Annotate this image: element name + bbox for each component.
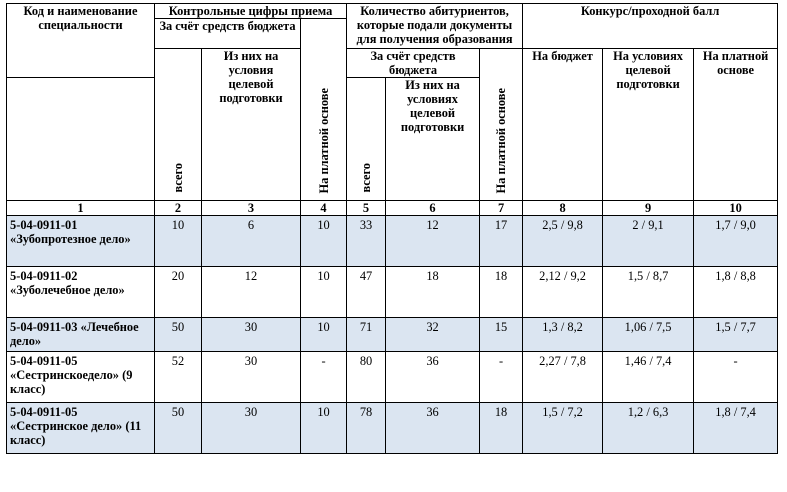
app-paid-cell: 17 xyxy=(480,216,523,267)
app-target-cell: 32 xyxy=(386,318,480,352)
app-target-cell: 36 xyxy=(386,352,480,403)
comp-paid-cell: 1,5 / 7,7 xyxy=(694,318,778,352)
table-row xyxy=(7,352,778,403)
specialty-cell: 5-04-0911-05 «Сестринскоедело» (9 класс) xyxy=(7,352,155,403)
app-target-cell: 18 xyxy=(386,267,480,318)
comp-target-cell: 1,46 / 7,4 xyxy=(603,352,694,403)
app-total-cell: 47 xyxy=(347,267,386,318)
column-number: 6 xyxy=(386,201,480,216)
header-of-which-target: Из них на условия целевой подготовки xyxy=(202,49,301,201)
app-target-cell: 12 xyxy=(386,216,480,267)
comp-target-cell: 2 / 9,1 xyxy=(603,216,694,267)
header-on-paid: На платной основе xyxy=(694,49,778,201)
target-cell: 30 xyxy=(202,352,301,403)
paid-cell: - xyxy=(301,352,347,403)
column-number: 2 xyxy=(155,201,202,216)
column-number: 4 xyxy=(301,201,347,216)
comp-budget-cell: 2,12 / 9,2 xyxy=(523,267,603,318)
column-number: 1 xyxy=(7,201,155,216)
target-cell: 30 xyxy=(202,318,301,352)
paid-cell: 10 xyxy=(301,267,347,318)
header-on-budget: На бюджет xyxy=(523,49,603,201)
paid-cell: 10 xyxy=(301,403,347,454)
comp-target-cell: 1,2 / 6,3 xyxy=(603,403,694,454)
comp-budget-cell: 1,5 / 7,2 xyxy=(523,403,603,454)
comp-target-cell: 1,5 / 8,7 xyxy=(603,267,694,318)
header-code-name: Код и наименование специальности xyxy=(7,4,155,78)
column-number: 10 xyxy=(694,201,778,216)
app-total-cell: 78 xyxy=(347,403,386,454)
app-paid-cell: 15 xyxy=(480,318,523,352)
header-competition: Конкурс/проходной балл xyxy=(523,4,778,49)
comp-paid-cell: 1,8 / 7,4 xyxy=(694,403,778,454)
table-row xyxy=(7,403,778,454)
app-total-cell: 80 xyxy=(347,352,386,403)
total-cell: 10 xyxy=(155,216,202,267)
comp-paid-cell: 1,7 / 9,0 xyxy=(694,216,778,267)
total-cell: 50 xyxy=(155,318,202,352)
comp-target-cell: 1,06 / 7,5 xyxy=(603,318,694,352)
header-applicants-paid-basis: На платной основе xyxy=(480,49,523,201)
header-control-figures: Контрольные цифры приема xyxy=(155,4,347,19)
comp-budget-cell: 2,27 / 7,8 xyxy=(523,352,603,403)
header-applicants: Количество абитуриентов, которые подали документы для получения образования xyxy=(347,4,523,49)
table-row xyxy=(7,267,778,318)
column-number: 8 xyxy=(523,201,603,216)
target-cell: 12 xyxy=(202,267,301,318)
paid-cell: 10 xyxy=(301,216,347,267)
target-cell: 6 xyxy=(202,216,301,267)
header-code-name-spacer xyxy=(7,78,155,201)
app-total-cell: 71 xyxy=(347,318,386,352)
column-number: 9 xyxy=(603,201,694,216)
total-cell: 52 xyxy=(155,352,202,403)
specialty-cell: 5-04-0911-01 «Зубопротезное дело» xyxy=(7,216,155,267)
app-paid-cell: 18 xyxy=(480,267,523,318)
column-number-row xyxy=(7,201,778,216)
table-row xyxy=(7,216,778,267)
comp-budget-cell: 1,3 / 8,2 xyxy=(523,318,603,352)
app-paid-cell: 18 xyxy=(480,403,523,454)
specialty-cell: 5-04-0911-03 «Лечебное дело» xyxy=(7,318,155,352)
target-cell: 30 xyxy=(202,403,301,454)
comp-budget-cell: 2,5 / 9,8 xyxy=(523,216,603,267)
header-paid-basis: На платной основе xyxy=(301,19,347,201)
header-budget-funds: За счёт средств бюджета xyxy=(155,19,301,49)
total-cell: 50 xyxy=(155,403,202,454)
total-cell: 20 xyxy=(155,267,202,318)
header-applicants-total: всего xyxy=(347,78,386,201)
comp-paid-cell: - xyxy=(694,352,778,403)
paid-cell: 10 xyxy=(301,318,347,352)
app-total-cell: 33 xyxy=(347,216,386,267)
specialty-cell: 5-04-0911-05 «Сестринское дело» (11 класс) xyxy=(7,403,155,454)
header-applicants-of-which-target: Из них на условиях целевой подготовки xyxy=(386,78,480,201)
column-number: 5 xyxy=(347,201,386,216)
table-row xyxy=(7,318,778,352)
header-total: всего xyxy=(155,49,202,201)
app-target-cell: 36 xyxy=(386,403,480,454)
header-applicants-budget-funds: За счёт средств бюджета xyxy=(347,49,480,78)
app-paid-cell: - xyxy=(480,352,523,403)
header-on-target: На условиях целевой подготовки xyxy=(603,49,694,201)
column-number: 7 xyxy=(480,201,523,216)
comp-paid-cell: 1,8 / 8,8 xyxy=(694,267,778,318)
specialty-cell: 5-04-0911-02 «Зуболечебное дело» xyxy=(7,267,155,318)
column-number: 3 xyxy=(202,201,301,216)
admission-table xyxy=(6,3,778,454)
